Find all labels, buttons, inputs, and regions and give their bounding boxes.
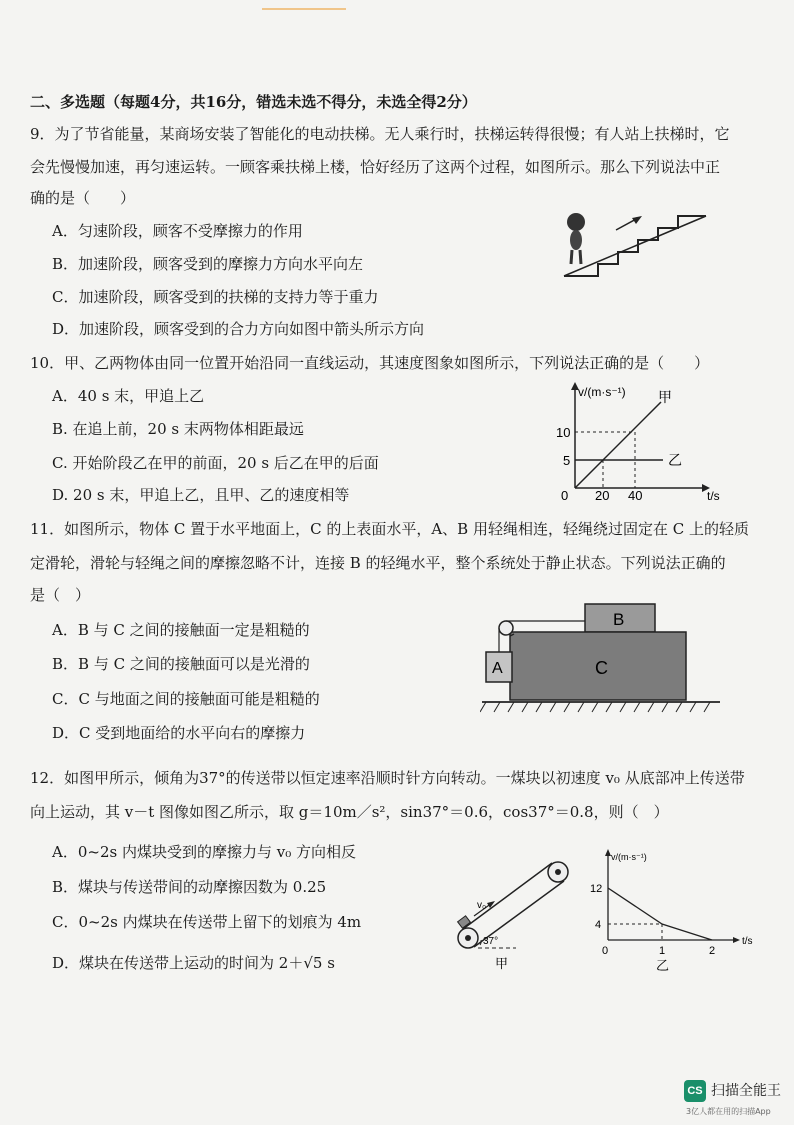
q12-stem-line2: 向上运动，其 v－t 图像如图乙所示，取 g＝10m／s²，sin37°＝0.6，cos37°＝0.8，则（ ） xyxy=(30,803,669,821)
q9-stem-line1: 9．为了节省能量，某商场安装了智能化的电动扶梯。无人乘行时，扶梯运转得很慢；有人站上扶梯时，它 xyxy=(30,125,730,143)
vt-ylabel: v/(m·s⁻¹) xyxy=(611,852,647,862)
label-c: C xyxy=(595,658,608,678)
acceleration-arrow-icon xyxy=(616,216,642,230)
q9-option-a: A．匀速阶段，顾客不受摩擦力的作用 xyxy=(52,222,303,240)
camscanner-subtitle: 3亿人都在用的扫描App xyxy=(686,1107,771,1116)
camscanner-name: 扫描全能王 xyxy=(711,1083,781,1099)
q10-option-d: D. 20 s 末，甲追上乙，且甲、乙的速度相等 xyxy=(52,486,350,504)
coal-block xyxy=(458,916,471,928)
q10-option-b: B. 在追上前，20 s 末两物体相距最远 xyxy=(52,420,304,438)
q11-option-b: B．B 与 C 之间的接触面可以是光滑的 xyxy=(52,655,310,673)
v0-label: v₀ xyxy=(477,900,487,911)
q11-stem-line1: 11．如图所示，物体 C 置于水平地面上，C 的上表面水平，A、B 用轻绳相连，轻绳绕过固定在 C 上的轻质 xyxy=(30,520,749,538)
q9-option-b: B．加速阶段，顾客受到的摩擦力方向水平向左 xyxy=(52,255,364,273)
pulley-icon xyxy=(499,621,513,635)
q9-option-c: C．加速阶段，顾客受到的扶梯的支持力等于重力 xyxy=(52,288,379,306)
graph-origin: 0 xyxy=(561,488,569,500)
q9-stem-line2: 会先慢慢加速，再匀速运转。一顾客乘扶梯上楼，恰好经历了这两个过程，如图所示。那么下列说法中正 xyxy=(30,158,721,176)
q12-stem-line1: 12．如图甲所示，倾角为37°的传送带以恒定速率沿顺时针方向转动。一煤块以初速度 v₀ 从底部冲上传送带 xyxy=(30,769,745,787)
q11-option-d: D．C 受到地面给的水平向右的摩擦力 xyxy=(52,724,306,742)
series-yi-label: 乙 xyxy=(668,452,682,468)
series-jia-line xyxy=(575,402,661,488)
q11-stem-line3: 是（ ） xyxy=(30,586,91,604)
angle-label: 37° xyxy=(483,936,499,947)
vt-xlabel: t/s xyxy=(742,936,753,947)
vt-xtick-2: 2 xyxy=(709,945,716,957)
conveyor-figure xyxy=(450,852,590,976)
graph-ylabel: v/(m·s⁻¹) xyxy=(578,385,626,399)
vt-ytick-4: 4 xyxy=(595,919,602,931)
q10-option-a: A．40 s 末，甲追上乙 xyxy=(52,387,205,405)
graph-ytick-5: 5 xyxy=(563,453,571,468)
section-title: 二、多选题（每题4分，共16分，错选未选不得分，未选全得2分） xyxy=(30,93,477,111)
q9-option-d: D．加速阶段，顾客受到的合力方向如图中箭头所示方向 xyxy=(52,320,425,338)
graph-xtick-40: 40 xyxy=(628,488,643,500)
graph-ytick-10: 10 xyxy=(556,425,571,440)
graph-xlabel: t/s xyxy=(707,489,720,500)
q11-option-c: C．C 与地面之间的接触面可能是粗糙的 xyxy=(52,690,320,708)
label-b: B xyxy=(613,610,625,629)
camscanner-logo: CS xyxy=(684,1080,706,1102)
q12-option-a: A．0~2s 内煤块受到的摩擦力与 v₀ 方向相反 xyxy=(52,843,356,861)
vt-line xyxy=(608,888,712,940)
vt-xtick-1: 1 xyxy=(659,945,666,957)
q11-option-a: A．B 与 C 之间的接触面一定是粗糙的 xyxy=(52,621,310,639)
vt-xtick-0: 0 xyxy=(602,945,609,957)
escalator-figure xyxy=(558,200,718,286)
q10-stem-line1: 10．甲、乙两物体由同一位置开始沿同一直线运动，其速度图象如图所示，下列说法正确的是（ ） xyxy=(30,354,710,372)
graph-xtick-20: 20 xyxy=(595,488,610,500)
customer-icon xyxy=(567,213,585,264)
vt-graph xyxy=(586,848,766,980)
caption-jia: 甲 xyxy=(495,956,509,971)
top-mark xyxy=(262,8,346,10)
caption-yi: 乙 xyxy=(656,958,670,973)
q12-option-b: B．煤块与传送带间的动摩擦因数为 0.25 xyxy=(52,878,327,896)
vt-ytick-12: 12 xyxy=(590,883,603,895)
label-a: A xyxy=(492,660,503,677)
q9-stem-line3: 确的是（ ） xyxy=(30,189,136,207)
q12-option-c: C．0~2s 内煤块在传送带上留下的划痕为 4m xyxy=(52,913,362,931)
pulley-block-figure xyxy=(480,600,730,722)
series-jia-label: 甲 xyxy=(658,389,672,405)
q11-stem-line2: 定滑轮，滑轮与轻绳之间的摩擦忽略不计，连接 B 的轻绳水平，整个系统处于静止状态。下列说法正确的 xyxy=(30,554,726,572)
q10-option-c: C. 开始阶段乙在甲的前面，20 s 后乙在甲的后面 xyxy=(52,454,379,472)
velocity-graph xyxy=(555,380,735,504)
q12-option-d: D．煤块在传送带上运动的时间为 2＋√5 s xyxy=(52,954,335,972)
